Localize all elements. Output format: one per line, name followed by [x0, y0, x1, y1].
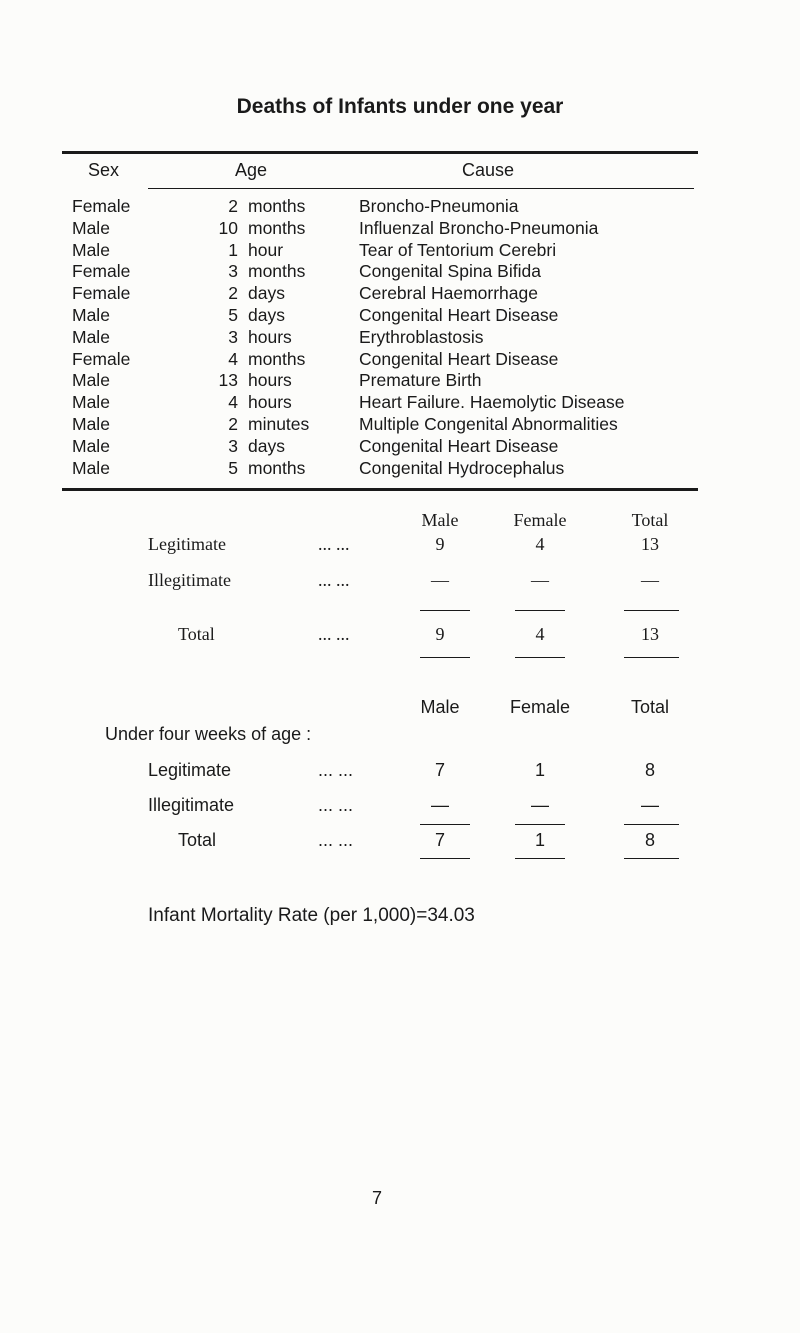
s1-illegitimate-label: Illegitimate [148, 570, 231, 590]
header-cause: Cause [462, 160, 515, 180]
table-row [72, 240, 625, 262]
table-row [72, 196, 625, 218]
row-age-number: 2 [228, 413, 238, 434]
table-row [72, 261, 625, 283]
row-age-number: 13 [218, 370, 238, 391]
row-cause: Congenital Heart Disease [359, 435, 559, 456]
s2-heading: Under four weeks of age : [105, 724, 312, 744]
row-sex: Male [72, 392, 110, 413]
table-row [72, 370, 625, 392]
s1-col-total: Total [631, 510, 669, 530]
row-age-unit: months [248, 348, 306, 369]
row-age-number: 2 [228, 283, 238, 304]
s1-legitimate-label: Legitimate [148, 534, 226, 554]
s1-illegitimate-female: — [531, 570, 549, 590]
header-sex: Sex [88, 160, 120, 180]
s2-illegitimate-male: — [431, 795, 449, 815]
s1-legitimate-female: 4 [535, 534, 545, 554]
row-age-unit: months [248, 457, 306, 478]
table-row [72, 392, 625, 414]
row-cause: Congenital Heart Disease [359, 348, 559, 369]
row-sex: Male [72, 217, 110, 238]
row-age-unit: hours [248, 326, 292, 347]
row-age-unit: days [248, 304, 285, 325]
s2-illegitimate-dots: ... ... [318, 795, 354, 815]
row-age-number: 4 [228, 392, 238, 413]
table-row [72, 458, 625, 480]
s1-total-label: Total [178, 624, 215, 644]
row-age-number: 10 [218, 217, 238, 238]
page-title: Deaths of Infants under one year [236, 95, 564, 118]
row-cause: Erythroblastosis [359, 326, 484, 347]
row-sex: Female [72, 196, 131, 216]
row-age-number: 4 [228, 348, 238, 369]
row-sex: Male [72, 326, 110, 347]
page-number: 7 [372, 1188, 383, 1208]
table-row [72, 436, 625, 458]
infant-mortality-rate: Infant Mortality Rate (per 1,000)=34.03 [148, 905, 475, 926]
row-sex: Female [72, 283, 131, 304]
s1-legitimate-dots: ... ... [318, 534, 350, 554]
row-age-unit: hours [248, 370, 292, 391]
row-cause: Premature Birth [359, 370, 482, 391]
row-age-number: 5 [228, 304, 238, 325]
s1-illegitimate-male: — [431, 570, 449, 590]
s2-total-female: 1 [534, 830, 545, 850]
row-cause: Congenital Spina Bifida [359, 261, 541, 282]
row-cause: Congenital Heart Disease [359, 304, 559, 325]
s2-legitimate-dots: ... ... [318, 760, 354, 780]
s2-subtotal-rule-total [624, 824, 679, 825]
s2-total-rule-total [624, 858, 679, 859]
row-age-unit: months [248, 217, 306, 238]
s2-legitimate-male: 7 [434, 760, 445, 780]
s2-illegitimate-female: — [531, 795, 549, 815]
s2-col-total: Total [630, 697, 670, 717]
s1-total-total: 13 [641, 624, 659, 644]
row-sex: Male [72, 304, 110, 325]
row-cause: Influenzal Broncho-Pneumonia [359, 217, 599, 238]
s1-legitimate-total: 13 [641, 534, 659, 554]
s2-subtotal-rule-female [515, 824, 565, 825]
s2-col-male: Male [420, 697, 460, 717]
row-cause: Heart Failure. Haemolytic Disease [359, 392, 625, 413]
s1-subtotal-rule-female [515, 610, 565, 611]
table-top-rule [62, 151, 698, 154]
s2-total-label: Total [178, 830, 217, 850]
s2-subtotal-rule-male [420, 824, 470, 825]
row-age-number: 3 [228, 261, 238, 282]
table-row [72, 283, 625, 305]
row-sex: Male [72, 370, 110, 391]
row-sex: Male [72, 239, 110, 260]
s1-total-rule-male [420, 657, 470, 658]
table-row [72, 414, 625, 436]
s1-legitimate-male: 9 [435, 534, 445, 554]
row-sex: Female [72, 261, 131, 282]
s1-total-rule-female [515, 657, 565, 658]
s2-legitimate-label: Legitimate [148, 760, 232, 780]
s1-illegitimate-total: — [641, 570, 659, 590]
table-row [72, 305, 625, 327]
s2-total-dots: ... ... [318, 830, 354, 850]
row-sex: Male [72, 457, 110, 478]
row-age-number: 2 [228, 196, 238, 216]
row-age-number: 3 [228, 435, 238, 456]
s2-illegitimate-label: Illegitimate [148, 795, 235, 815]
s1-total-dots: ... ... [318, 624, 350, 644]
row-age-number: 3 [228, 326, 238, 347]
row-sex: Female [72, 348, 131, 369]
row-age-unit: days [248, 435, 285, 456]
s2-total-male: 7 [434, 830, 445, 850]
s1-col-male: Male [421, 510, 459, 530]
table-bottom-rule [62, 488, 698, 491]
s2-total-rule-male [420, 858, 470, 859]
row-age-unit: hours [248, 392, 292, 413]
row-age-unit: hour [248, 239, 284, 260]
s2-legitimate-total: 8 [644, 760, 655, 780]
table-row [72, 327, 625, 349]
s2-col-female: Female [509, 697, 571, 717]
row-age-unit: months [248, 261, 306, 282]
row-cause: Multiple Congenital Abnormalities [359, 413, 618, 434]
table-row [72, 349, 625, 371]
header-rule [148, 188, 694, 189]
s1-illegitimate-dots: ... ... [318, 570, 350, 590]
row-cause: Tear of Tentorium Cerebri [359, 239, 557, 260]
row-cause: Congenital Hydrocephalus [359, 457, 565, 478]
row-age-unit: minutes [248, 413, 310, 434]
row-age-number: 5 [228, 457, 238, 478]
s1-total-male: 9 [435, 624, 445, 644]
table-row [72, 218, 625, 240]
row-age-unit: days [248, 283, 285, 304]
row-cause: Broncho-Pneumonia [359, 196, 519, 216]
row-sex: Male [72, 413, 110, 434]
s1-total-rule-total [624, 657, 679, 658]
s1-total-female: 4 [535, 624, 545, 644]
s1-subtotal-rule-total [624, 610, 679, 611]
deaths-table [72, 196, 625, 479]
s1-col-female: Female [513, 510, 567, 530]
s2-total-rule-female [515, 858, 565, 859]
s2-total-total: 8 [644, 830, 655, 850]
s2-illegitimate-total: — [641, 795, 659, 815]
row-age-number: 1 [228, 239, 238, 260]
row-sex: Male [72, 435, 110, 456]
s2-legitimate-female: 1 [534, 760, 545, 780]
s1-subtotal-rule-male [420, 610, 470, 611]
row-age-unit: months [248, 196, 306, 216]
header-age: Age [235, 160, 268, 180]
row-cause: Cerebral Haemorrhage [359, 283, 538, 304]
